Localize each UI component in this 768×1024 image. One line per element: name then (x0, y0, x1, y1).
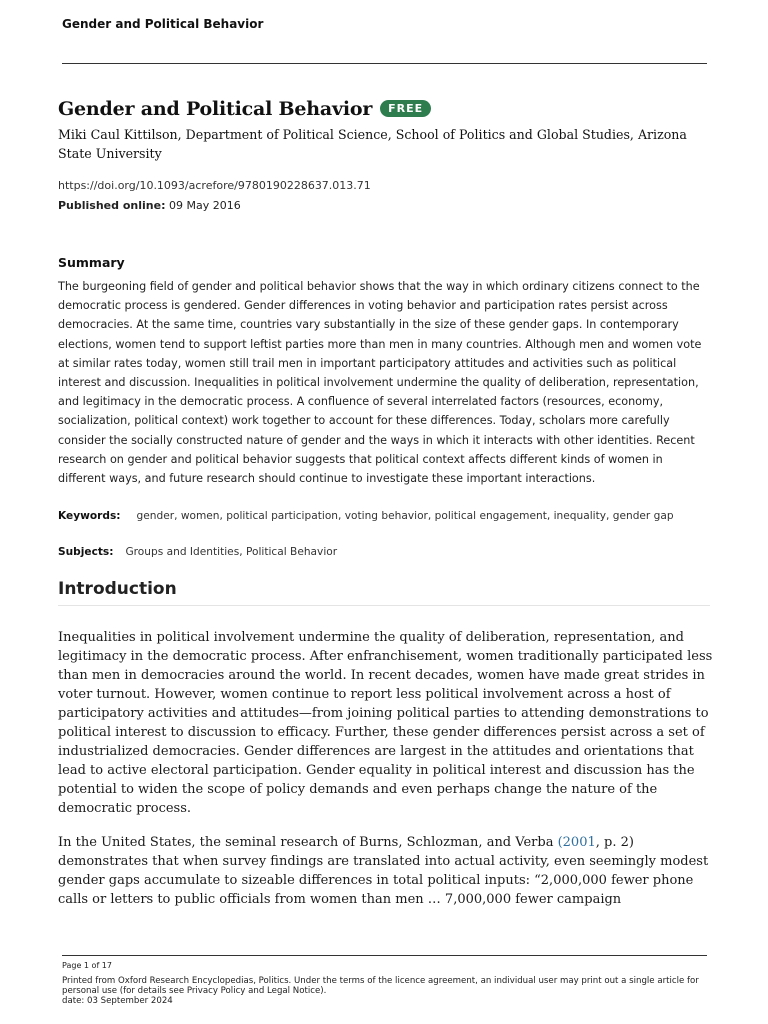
header-divider (62, 63, 707, 64)
summary-heading: Summary (58, 255, 125, 270)
introduction-paragraph-2 (58, 833, 713, 909)
keywords-row (58, 510, 674, 522)
article-title: Gender and Political Behavior (58, 98, 373, 120)
author-affiliation: Miki Caul Kittilson, Department of Political Science, School of Politics and Global Studies, Arizona State University (58, 127, 687, 161)
introduction-heading: Introduction (58, 579, 710, 606)
page-number: Page 1 of 17 (62, 961, 112, 970)
title-row (58, 98, 431, 120)
para2-text-start: In the United States, the seminal research of Burns, Schlozman, and Verba (58, 835, 558, 850)
subjects-value: Groups and Identities, Political Behavior (125, 546, 338, 558)
footer-print-date: date: 03 September 2024 (62, 996, 173, 1006)
published-online (58, 199, 241, 212)
doi-link[interactable]: https://doi.org/10.1093/acrefore/9780190228637.013.71 (58, 179, 371, 192)
footer-divider (62, 955, 707, 956)
summary-text: The burgeoning field of gender and political behavior shows that the way in which ordinary citizens connect to the democratic process is gendered. Gender differences in voting behavior and participation rates persist across democracies. At the same time, countries vary substantially in the size of these gender gaps. In contemporary elections, women tend to support leftist parties more than men in many countries. Although men and women vote at similar rates today, women still trail men in important participatory attitudes and activities such as political interest and discussion. Inequalities in political involvement undermine the quality of deliberation, representation, and legitimacy in the democratic process. A confluence of several interrelated factors (resources, economy, socialization, political context) work together to account for these differences. Today, scholars more carefully consider the socially constructed nature of gender and the ways in which it interacts with other identities. Recent research on gender and political behavior suggests that political context affects different kinds of women in different ways, and future research should continue to investigate these important interactions. (58, 280, 702, 486)
introduction-paragraph-1: Inequalities in political involvement undermine the quality of deliberation, representation, and legitimacy in the democratic process. After enfranchisement, women traditionally participated less than men in democracies around the world. In recent decades, women have made great strides in voter turnout. However, women continue to report less political involvement across a host of participatory activities and attitudes—from joining political parties to attending demonstrations to political interest to discussion to efficacy. Further, these gender differences persist across a set of industrialized democracies. Gender differences are largest in the attitudes and orientations that lead to active electoral participation. Gender equality in political interest and discussion has the potential to widen the scope of policy demands and even perhaps change the nature of the democratic process. (58, 630, 713, 816)
keywords-value: gender, women, political participation, voting behavior, political engagement, inequality, gender gap (136, 510, 674, 522)
citation-link[interactable]: (2001 (557, 835, 596, 850)
published-label: Published online: (58, 199, 166, 212)
subjects-row (58, 546, 337, 558)
para2-text-end: , p. 2) demonstrates that when survey findings are translated into actual activity, even seemingly modest gender gaps accumulate to sizeable differences in total political inputs: “2,000,000 fewer phone calls or letters to public officials from women than men … 7,000,000 fewer campaign (58, 835, 709, 907)
free-badge: FREE (380, 100, 431, 117)
footer-licence-text: Printed from Oxford Research Encyclopedias, Politics. Under the terms of the licence agreement, an individual user may print out a single article for personal use (for details see Privacy Policy and Legal Notice). (62, 976, 699, 996)
footer-note (62, 976, 712, 1006)
keywords-label: Keywords: (58, 510, 121, 522)
published-date: 09 May 2016 (168, 199, 241, 212)
subjects-label: Subjects: (58, 546, 114, 558)
running-header: Gender and Political Behavior (62, 17, 264, 31)
